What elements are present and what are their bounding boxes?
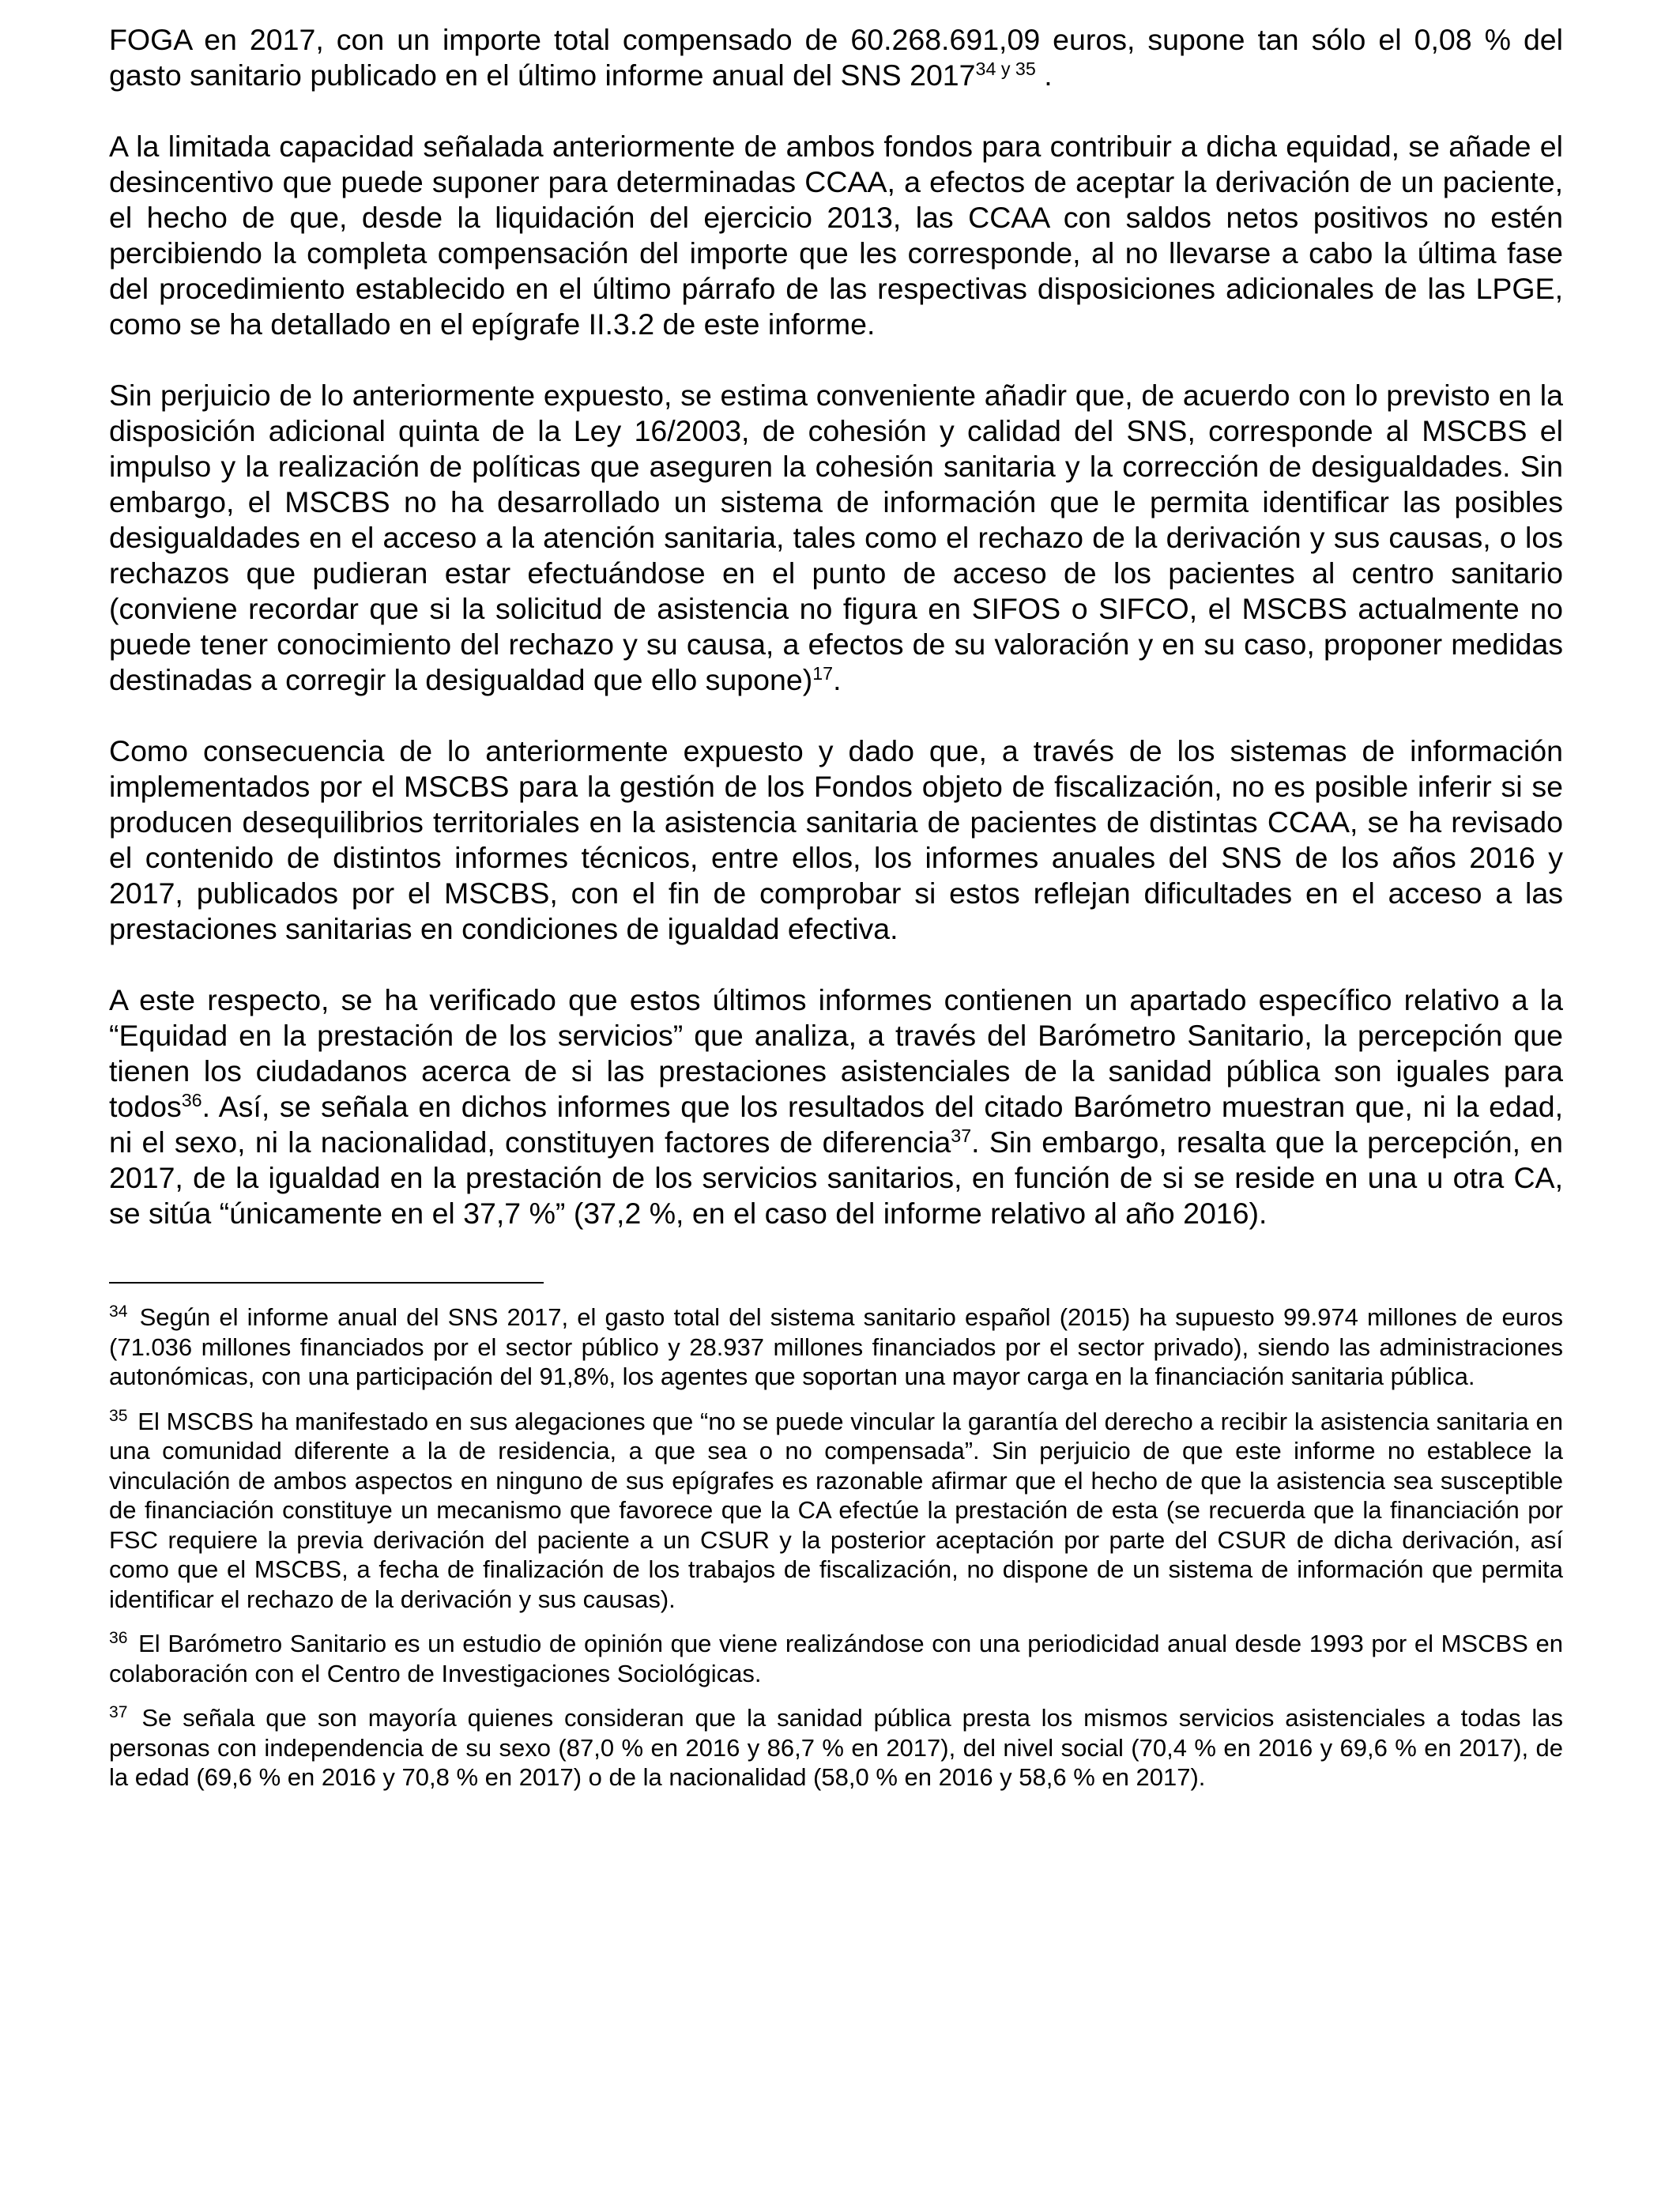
body-paragraph	[109, 129, 1563, 342]
footnote-reference[interactable]: 34 y 35	[975, 58, 1036, 80]
paragraph-text: . Sin embargo, resalta que la percepción, en 2017, de la igualdad en la prestación de los servicios sanitarios, en función de si se reside en una u otra CA, se sitúa “únicamente en el 37,7 %” (37,2 %, en el caso del informe relativo al año 2016).	[109, 1125, 1563, 1230]
footnote	[109, 1703, 1563, 1793]
footnotes-section	[109, 1302, 1563, 1793]
footnote	[109, 1407, 1563, 1615]
paragraph-text: Como consecuencia de lo anteriormente expuesto y dado que, a través de los sistemas de información implementados por el MSCBS para la gestión de los Fondos objeto de fiscalización, no es posible inferir si se producen desequilibrios territoriales en la asistencia sanitaria de pacientes de distintas CCAA, se ha revisado el contenido de distintos informes técnicos, entre ellos, los informes anuales del SNS de los años 2016 y 2017, publicados por el MSCBS, con el fin de comprobar si estos reflejan dificultades en el acceso a las prestaciones sanitarias en condiciones de igualdad efectiva.	[109, 734, 1563, 945]
paragraph-text: A la limitada capacidad señalada anteriormente de ambos fondos para contribuir a dicha equidad, se añade el desincentivo que puede suponer para determinadas CCAA, a efectos de aceptar la derivación de un paciente, el hecho de que, desde la liquidación del ejercicio 2013, las CCAA con saldos netos positivos no estén percibiendo la completa compensación del importe que les corresponde, al no llevarse a cabo la última fase del procedimiento establecido en el último párrafo de las respectivas disposiciones adicionales de las LPGE, como se ha detallado en el epígrafe II.3.2 de este informe.	[109, 130, 1563, 341]
body-paragraph	[109, 378, 1563, 698]
body-paragraph	[109, 982, 1563, 1231]
footnote-text: El Barómetro Sanitario es un estudio de opinión que viene realizándose con una periodicidad anual desde 1993 por el MSCBS en colaboración con el Centro de Investigaciones Sociológicas.	[109, 1630, 1563, 1687]
footnote	[109, 1629, 1563, 1688]
paragraph-text: A este respecto, se ha verificado que estos últimos informes contienen un apartado específico relativo a la “Equidad en la prestación de los servicios” que analiza, a través del Barómetro Sanitario, la percepción que tienen los ciudadanos acerca de si las prestaciones asistenciales de la sanidad pública son iguales para todos	[109, 983, 1563, 1123]
paragraph-text: Sin perjuicio de lo anteriormente expuesto, se estima conveniente añadir que, de acuerdo con lo previsto en la disposición adicional quinta de la Ley 16/2003, de cohesión y calidad del SNS, corresponde al MSCBS el impulso y la realización de políticas que aseguren la cohesión sanitaria y la corrección de desigualdades. Sin embargo, el MSCBS no ha desarrollado un sistema de información que le permita identificar las posibles desigualdades en el acceso a la atención sanitaria, tales como el rechazo de la derivación y sus causas, o los rechazos que pudieran estar efectuándose en el punto de acceso de los pacientes al centro sanitario (conviene recordar que si la solicitud de asistencia no figura en SIFOS o SIFCO, el MSCBS actualmente no puede tener conocimiento del rechazo y su causa, a efectos de su valoración y en su caso, proponer medidas destinadas a corregir la desigualdad que ello supone)	[109, 379, 1563, 696]
footnote	[109, 1302, 1563, 1392]
paragraph-text: .	[1035, 58, 1053, 92]
footnote-reference[interactable]: 37	[951, 1125, 972, 1147]
document-page	[109, 22, 1563, 1808]
footnote-text: El MSCBS ha manifestado en sus alegaciones que “no se puede vincular la garantía del derecho a recibir la asistencia sanitaria en una comunidad diferente a la de residencia, a que sea o no compensada”. Sin perjuicio de que este informe no establece la vinculación de ambos aspectos en ninguno de sus epígrafes es razonable afirmar que el hecho de que la asistencia sea susceptible de financiación constituye un mecanismo que favorece que la CA efectúe la prestación de esta (se recuerda que la financiación por FSC requiere la previa derivación del paciente a un CSUR y la posterior aceptación por parte del CSUR de dicha derivación, así como que el MSCBS, a fecha de finalización de los trabajos de fiscalización, no dispone de un sistema de información que permita identificar el rechazo de la derivación y sus causas).	[109, 1407, 1563, 1613]
footnote-number: 36	[109, 1629, 128, 1648]
body-paragraph	[109, 733, 1563, 947]
footnote-number: 35	[109, 1406, 128, 1425]
footnote-text: Según el informe anual del SNS 2017, el gasto total del sistema sanitario español (2015) ha supuesto 99.974 millones de euros (71.036 millones financiados por el sector público y 28.937 millones financiados por el sector privado), siendo las administraciones autonómicas, con una participación del 91,8%, los agentes que soportan una mayor carga en la financiación sanitaria pública.	[109, 1303, 1563, 1390]
paragraph-text: FOGA en 2017, con un importe total compensado de 60.268.691,09 euros, supone tan sólo el 0,08 % del gasto sanitario publicado en el último informe anual del SNS 2017	[109, 23, 1563, 92]
footnote-reference[interactable]: 36	[181, 1090, 202, 1111]
paragraph-text: .	[833, 663, 842, 696]
footnote-reference[interactable]: 17	[812, 663, 834, 684]
footnote-text: Se señala que son mayoría quienes consideran que la sanidad pública presta los mismos servicios asistenciales a todas las personas con independencia de su sexo (87,0 % en 2016 y 86,7 % en 2017), del nivel social (70,4 % en 2016 y 69,6 % en 2017), de la edad (69,6 % en 2016 y 70,8 % en 2017) o de la nacionalidad (58,0 % en 2016 y 58,6 % en 2017).	[109, 1704, 1563, 1791]
footnote-separator	[109, 1282, 544, 1284]
footnote-number: 37	[109, 1703, 128, 1722]
body-paragraph	[109, 22, 1563, 93]
paragraph-text: . Así, se señala en dichos informes que los resultados del citado Barómetro muestran que, ni la edad, ni el sexo, ni la nacionalidad, constituyen factores de diferencia	[109, 1090, 1563, 1159]
footnote-number: 34	[109, 1302, 128, 1321]
